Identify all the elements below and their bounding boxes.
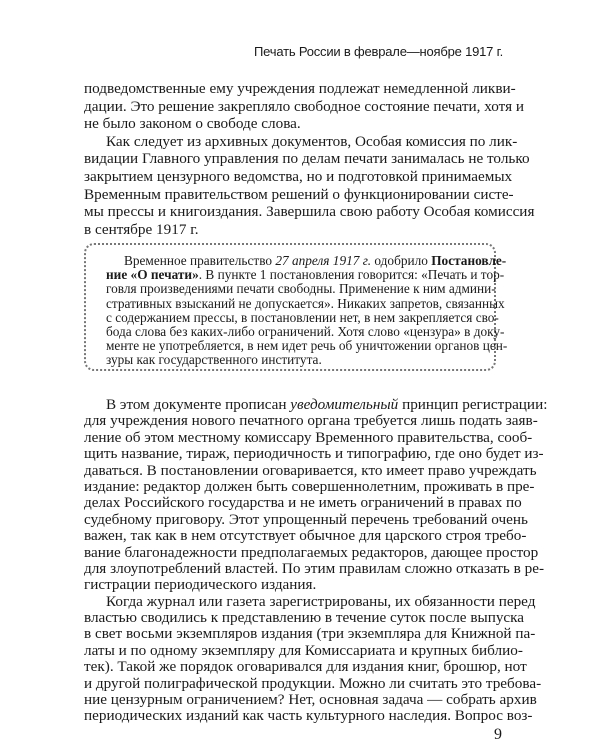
paragraph [84, 592, 542, 725]
text-line: для учреждения нового печатного органа требуется лишь подать заяв- [84, 412, 538, 430]
top-text [84, 80, 535, 238]
text-line: для злоупотреблений властей. По этим правилам сложно отказать в ре- [84, 559, 545, 577]
text-line: ние цензурным ограничением? Нет, основная задача — собрать архив [84, 691, 537, 709]
text-line: латы и по одному экземпляру для Комиссариата и крупных библио- [84, 641, 523, 659]
paragraph [106, 253, 508, 368]
text-line: подведомственные ему учреждения подлежат немедленной ликви- [84, 80, 516, 97]
paragraph [84, 396, 548, 594]
text-line [106, 253, 507, 268]
text-line: мы прессы и книгоиздания. Завершила свою работу Особая комиссия [84, 203, 535, 221]
text-line: властью сводились к представлению в течение суток после выпуска [84, 609, 525, 627]
text-line: в сентябре 1917 г. [84, 220, 199, 238]
text-segment: одобрило [371, 253, 432, 268]
text-line: гистрации периодического издания. [84, 576, 317, 594]
text-line: тек). Такой же порядок оговаривался для издания книг, брошюр, нот [84, 658, 527, 676]
text-line: менте не употребляется, в нем идет речь об уничтожении органов цен- [106, 338, 508, 354]
text-line: издание: редактор должен быть совершеннолетним, проживать в пре- [84, 477, 535, 495]
callout-text [106, 253, 508, 368]
text-line [84, 396, 548, 413]
paragraph [84, 80, 524, 133]
page-number: 9 [494, 726, 502, 743]
paragraph [84, 132, 535, 239]
text-line: в свет восьми экземпляров издания (три экземпляра для Книжной па- [84, 625, 536, 643]
text-line: делах Российского государства и не иметь ограничений в правах по [84, 494, 522, 512]
italic-text: уведомительный [290, 396, 399, 413]
text-line: бода слова без каких-либо ограничений. Хотя слово «цензура» в доку- [106, 323, 505, 339]
text-line [106, 267, 505, 283]
text-line: судебному приговору. Этот упрощенный перечень требований очень [84, 510, 528, 528]
text-segment: . В пункте 1 постановления говорится: «Печать и тор- [198, 267, 505, 283]
text-line: периодических изданий как часть культурного наследия. Вопрос воз- [84, 707, 533, 725]
bold-text: Постановле- [431, 253, 507, 268]
text-line: закрытием цензурного ведомства, но и подготовкой принимаемых [84, 167, 513, 185]
text-line: даваться. В постановлении оговаривается, кто имеет право учреждать [84, 461, 537, 479]
text-segment: Временное правительство [124, 253, 276, 268]
text-line: вание благонадежности предполагаемых редакторов, дающее простор [84, 543, 539, 561]
running-head: Печать России в феврале—ноябре 1917 г. [254, 44, 503, 59]
bottom-text [84, 396, 548, 725]
text-line: с содержанием прессы, в постановлении нет, в нем закрепляется сво- [106, 309, 499, 325]
italic-text: 27 апреля 1917 г. [275, 253, 372, 268]
text-line: Временным правительством решений о функционировании систе- [84, 185, 514, 203]
text-line: щить название, тираж, периодичность и типографию, где оно будет из- [84, 445, 544, 463]
text-line: Как следует из архивных документов, Особая комиссия по лик- [106, 132, 518, 150]
text-line: стративных взысканий не допускается». Никаких запретов, связанных [106, 295, 505, 311]
text-line: важен, так как в нем отсутствует обычное для царского строя требо- [84, 527, 527, 545]
text-line: и другой полиграфической продукции. Можно ли считать это требова- [84, 674, 542, 692]
callout-box [84, 243, 508, 371]
text-line: говля произведениями печати свободны. Применение к ним админи- [106, 281, 496, 297]
text-line: не было законом о свободе слова. [84, 115, 301, 133]
text-segment: принцип регистрации: [398, 396, 548, 413]
text-line: зуры как государственного института. [106, 352, 322, 368]
text-line: Когда журнал или газета зарегистрированы, их обязанности перед [106, 592, 536, 610]
text-line: ление об этом местному комиссару Временного правительства, сооб- [84, 428, 533, 446]
bold-text: ние «О печати» [106, 267, 199, 283]
text-segment: В этом документе прописан [106, 396, 291, 413]
text-line: видации Главного управления по делам печати занималась не только [84, 150, 530, 168]
text-line: дации. Это решение закрепляло свободное состояние печати, хотя и [84, 97, 524, 115]
